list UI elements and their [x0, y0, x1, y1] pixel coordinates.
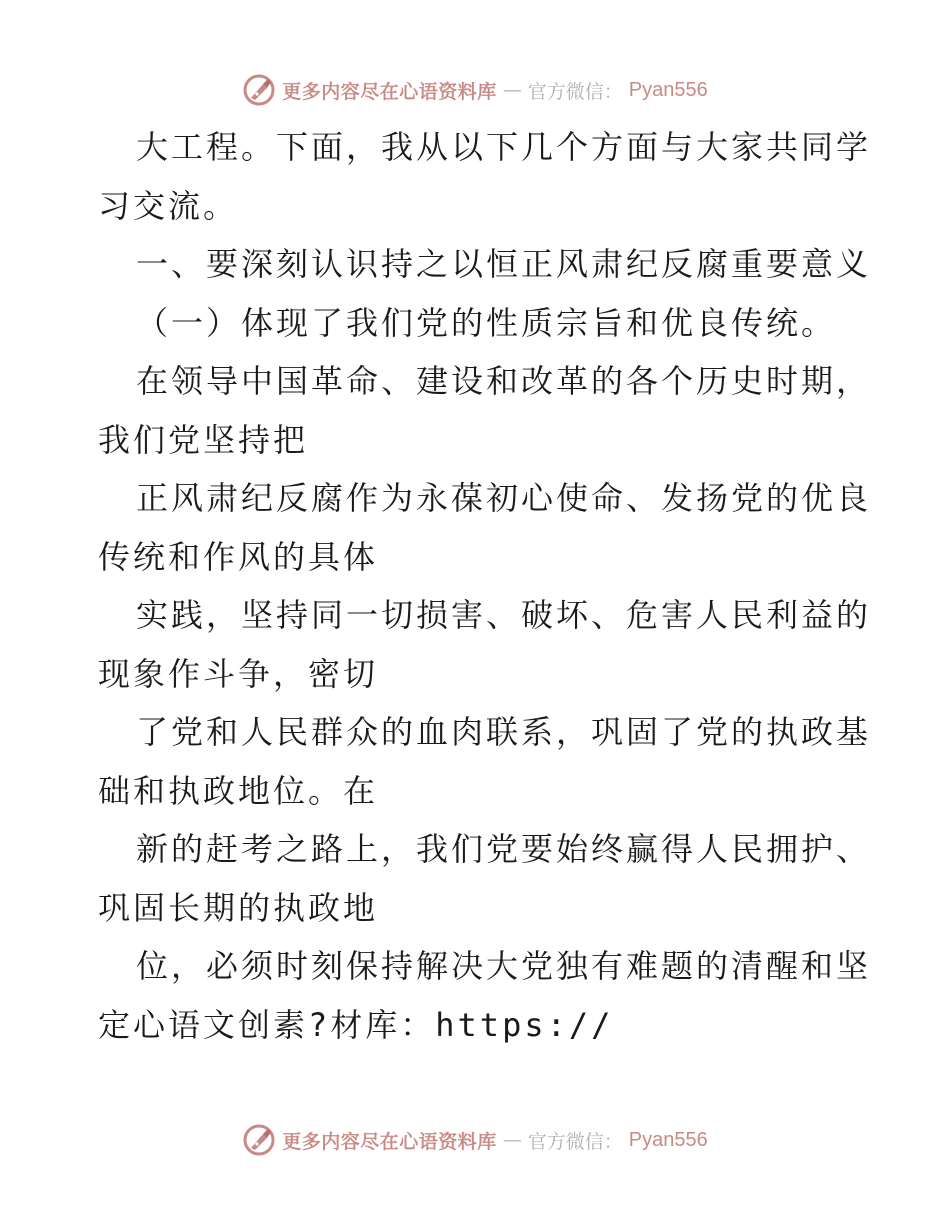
text-line: 巩固长期的执政地 — [98, 888, 379, 927]
text-line: 传统和作风的具体 — [98, 537, 379, 576]
text-line: 实践，坚持同一切损害、破坏、危害人民利益的 — [136, 596, 872, 634]
text-line: 我们党坚持把 — [98, 420, 309, 459]
text-line: 础和执政地位。在 — [98, 771, 379, 810]
text-line: （一）体现了我们党的性质宗旨和优良传统。 — [136, 303, 837, 342]
pen-nib-logo-icon — [242, 73, 276, 107]
text-line: 了党和人民群众的血肉联系，巩固了党的执政基 — [136, 713, 872, 751]
pen-nib-logo-icon — [242, 1123, 276, 1157]
text-line: 新的赶考之路上，我们党要始终赢得人民拥护、 — [136, 830, 872, 868]
watermark-separator: — — [502, 1129, 522, 1151]
text-line: 在领导中国革命、建设和改革的各个历史时期， — [136, 362, 872, 400]
watermark-separator: — — [502, 79, 522, 101]
text-line: 大工程。下面，我从以下几个方面与大家共同学 — [136, 128, 872, 166]
watermark-wechat-id: Pyan556 — [628, 78, 708, 101]
watermark-text: 更多内容尽在心语资料库 — [282, 80, 497, 103]
text-line: 位，必须时刻保持解决大党独有难题的清醒和坚 — [136, 947, 872, 985]
watermark-wechat-id: Pyan556 — [628, 1128, 708, 1151]
text-line: 定心语文创素?材库：https:// — [98, 1005, 614, 1044]
text-line: 正风肃纪反腐作为永葆初心使命、发扬党的优良 — [136, 479, 872, 517]
text-line: 现象作斗争，密切 — [98, 654, 379, 693]
header-watermark — [0, 70, 950, 110]
text-line: 习交流。 — [98, 186, 239, 225]
watermark-text: 更多内容尽在心语资料库 — [282, 1130, 497, 1153]
watermark-official-label: 官方微信： — [527, 1130, 623, 1153]
watermark-official-label: 官方微信： — [527, 80, 623, 103]
document-body — [98, 118, 872, 1054]
footer-watermark — [0, 1120, 950, 1160]
text-line: 一、要深刻认识持之以恒正风肃纪反腐重要意义 — [136, 245, 872, 283]
